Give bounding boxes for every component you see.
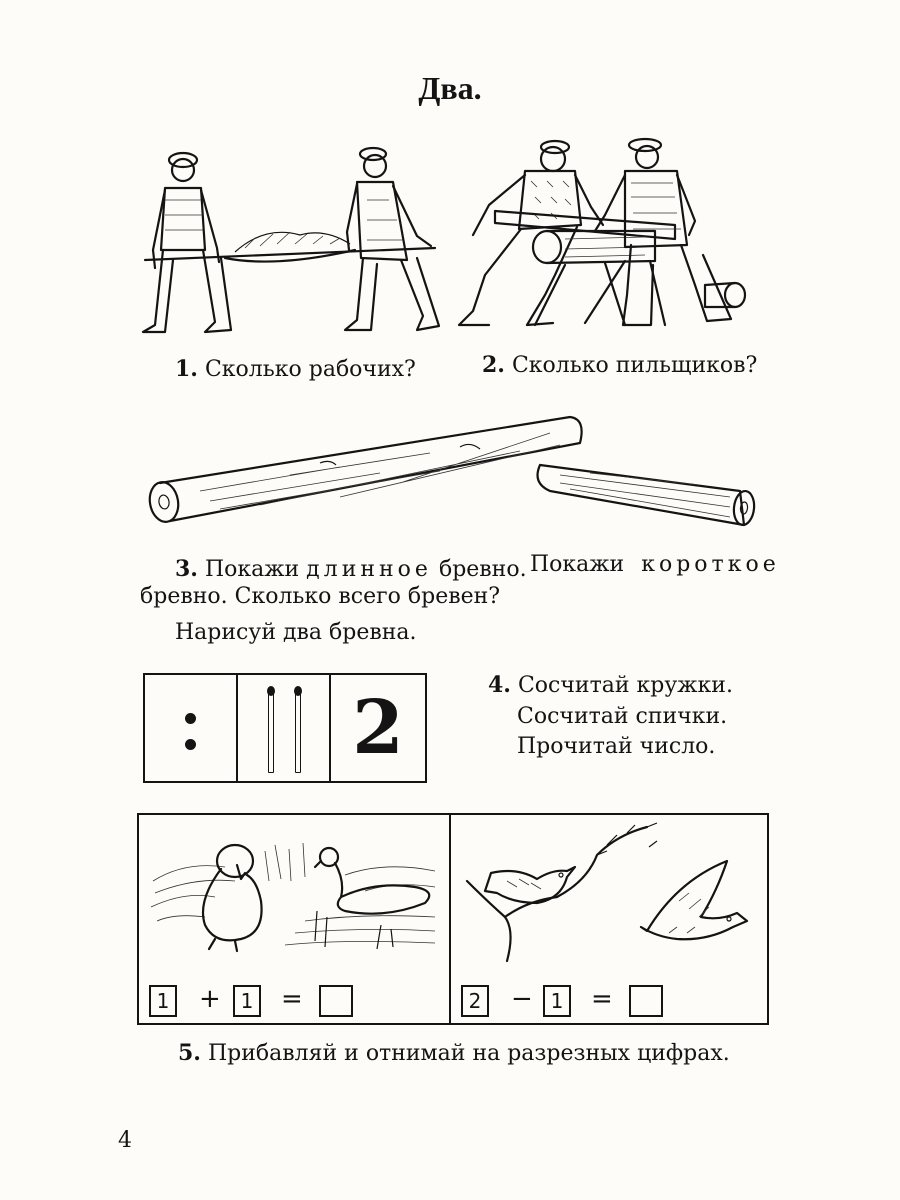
number-card-divider-1 [236, 675, 238, 781]
arithmetic-picture-frame [137, 813, 769, 1025]
plus-sign: + [199, 984, 221, 1014]
equals-sign: = [591, 984, 613, 1014]
dot [185, 739, 196, 750]
two-geese-illustration [145, 821, 445, 971]
sawyers-cutting-log-illustration [455, 135, 755, 335]
number-card [143, 673, 427, 783]
question-4-line-2: Сосчитай спички. [517, 704, 728, 729]
question-1 [175, 356, 416, 382]
question-5-text: Прибавляй и отнимай на разрезных цифрах. [207, 1041, 730, 1066]
question-3-word-short: короткое [641, 552, 780, 577]
number-card-divider-2 [329, 675, 331, 781]
two-birds-illustration [457, 821, 757, 971]
long-and-short-logs-illustration [140, 405, 760, 535]
question-4-line-3: Прочитай число. [517, 734, 716, 759]
question-3-text-c: Покажи [530, 552, 625, 577]
question-3-line-2: бревно. Сколько всего бревен? [140, 584, 501, 609]
answer-box [319, 985, 353, 1017]
question-4-number: 4. [488, 672, 511, 698]
question-2-text: Сколько пильщиков? [511, 353, 758, 378]
match-icon [268, 689, 274, 773]
answer-box [629, 985, 663, 1017]
question-2-number: 2. [482, 352, 505, 378]
number-card-digit: 2 [352, 685, 404, 771]
question-4-text-1: Сосчитай кружки. [517, 673, 733, 698]
page-title: Два. [418, 70, 482, 106]
frame-divider [449, 815, 451, 1023]
question-3-line-1-end [530, 552, 780, 577]
question-1-text: Сколько рабочих? [204, 357, 416, 382]
cut-digit-box: 2 [461, 985, 489, 1017]
cut-digit-box: 1 [543, 985, 571, 1017]
question-2 [482, 352, 757, 378]
match-icon [295, 689, 301, 773]
page-number: 4 [118, 1128, 132, 1153]
workers-carrying-stretcher-illustration [135, 140, 445, 345]
question-5 [178, 1040, 730, 1066]
minus-sign: − [511, 984, 533, 1014]
question-1-number: 1. [175, 356, 198, 382]
equals-sign: = [281, 984, 303, 1014]
question-5-number: 5. [178, 1040, 201, 1066]
question-4-line-1 [488, 672, 733, 698]
question-3-line-1 [175, 556, 527, 582]
question-3-line-3: Нарисуй два бревна. [175, 620, 417, 645]
question-3-text-b: бревно. [438, 557, 527, 582]
question-3-number: 3. [175, 556, 198, 582]
cut-digit-box: 1 [149, 985, 177, 1017]
question-3-text-a: Покажи [204, 557, 300, 582]
question-3-word-long: длинное [306, 557, 432, 582]
dot [185, 713, 196, 724]
cut-digit-box: 1 [233, 985, 261, 1017]
